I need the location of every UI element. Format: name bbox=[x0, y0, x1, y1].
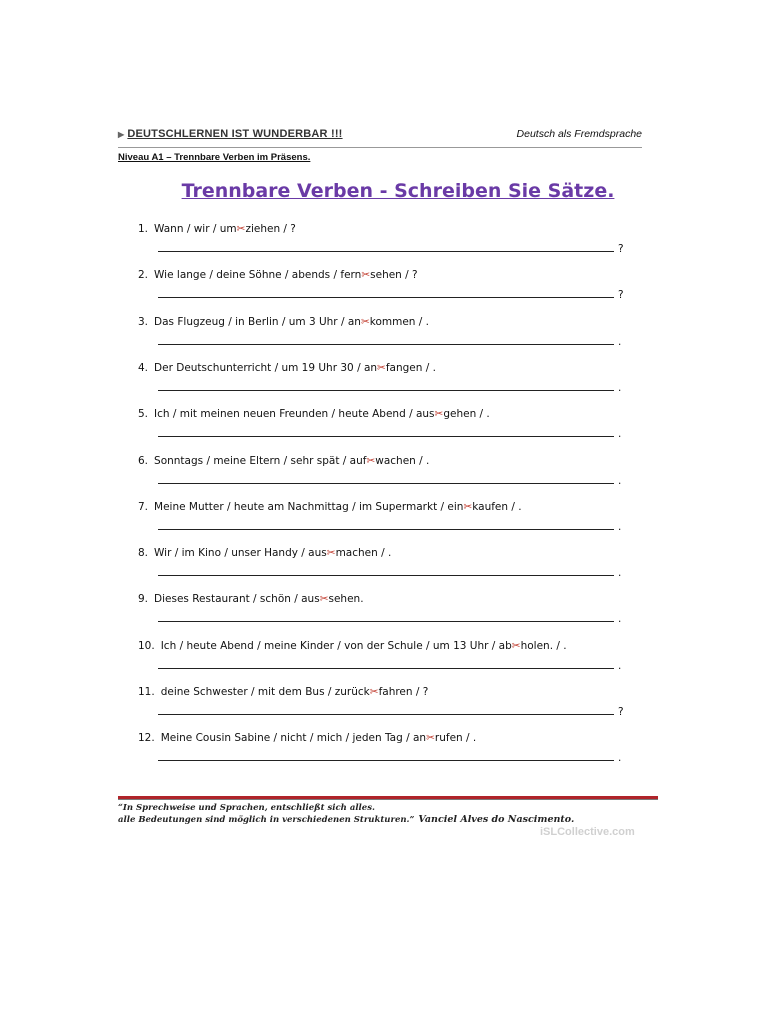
answer-line[interactable] bbox=[158, 344, 614, 345]
answer-line[interactable] bbox=[158, 621, 614, 622]
exercise-prompt bbox=[138, 223, 296, 235]
answer-line[interactable] bbox=[158, 575, 614, 576]
prompt-after-separator: sehen. bbox=[328, 593, 364, 606]
exercise-item bbox=[138, 362, 638, 408]
footer-divider bbox=[118, 796, 658, 800]
scissors-icon: ✂ bbox=[236, 223, 246, 235]
exercise-number: 4. bbox=[138, 361, 149, 374]
exercise-prompt bbox=[138, 316, 429, 328]
prompt-after-separator: holen. / . bbox=[520, 639, 567, 652]
quote-author: Vanciel Alves do Nascimento. bbox=[418, 814, 575, 825]
exercise-prompt bbox=[138, 640, 567, 652]
exercise-number: 11. bbox=[138, 686, 155, 698]
quote-line-2: alle Bedeutungen sind möglich in verschiedenen Strukturen.” bbox=[118, 815, 415, 825]
exercise-number: 1. bbox=[138, 223, 149, 235]
prompt-after-separator: rufen / . bbox=[434, 732, 477, 745]
triangle-right-icon: ▶ bbox=[118, 130, 125, 139]
footer-quote bbox=[118, 802, 574, 826]
prompt-after-separator: machen / . bbox=[335, 547, 392, 560]
exercise-prompt bbox=[138, 593, 364, 605]
scissors-icon: ✂ bbox=[326, 547, 336, 560]
exercise-item bbox=[138, 316, 638, 362]
scissors-icon: ✂ bbox=[361, 269, 371, 282]
end-punctuation: ? bbox=[618, 243, 624, 255]
end-punctuation: ? bbox=[618, 289, 624, 302]
exercise-prompt bbox=[138, 686, 428, 698]
level-subheader: Niveau A1 – Trennbare Verben im Präsens. bbox=[118, 152, 311, 163]
exercise-prompt bbox=[138, 501, 522, 513]
scissors-icon: ✂ bbox=[377, 361, 386, 374]
prompt-before-separator: Meine Cousin Sabine / nicht / mich / jeden Tag / an bbox=[160, 732, 427, 745]
prompt-after-separator: fahren / ? bbox=[378, 686, 429, 698]
exercise-number: 2. bbox=[138, 269, 149, 282]
prompt-after-separator: fangen / . bbox=[385, 361, 436, 374]
end-punctuation: ? bbox=[618, 706, 624, 718]
exercise-prompt bbox=[138, 362, 436, 374]
prompt-before-separator: Sonntags / meine Eltern / sehr spät / auf bbox=[154, 454, 367, 467]
exercise-number: 12. bbox=[138, 732, 155, 745]
prompt-before-separator: Wann / wir / um bbox=[154, 223, 237, 235]
exercise-item bbox=[138, 732, 638, 778]
end-punctuation: . bbox=[618, 613, 622, 626]
end-punctuation: . bbox=[618, 335, 622, 348]
answer-line[interactable] bbox=[158, 714, 614, 715]
exercise-number: 5. bbox=[138, 408, 149, 421]
end-punctuation: . bbox=[618, 659, 622, 672]
exercise-item bbox=[138, 593, 638, 639]
exercise-prompt bbox=[138, 269, 418, 281]
exercise-item bbox=[138, 501, 638, 547]
end-punctuation: . bbox=[618, 428, 622, 441]
header-brand bbox=[118, 128, 343, 140]
end-punctuation: . bbox=[618, 752, 622, 765]
answer-line[interactable] bbox=[158, 483, 614, 484]
exercise-number: 7. bbox=[138, 500, 149, 513]
exercise-item bbox=[138, 686, 638, 732]
scissors-icon: ✂ bbox=[360, 315, 370, 328]
answer-line[interactable] bbox=[158, 760, 614, 761]
prompt-before-separator: Wir / im Kino / unser Handy / aus bbox=[154, 547, 327, 560]
answer-line[interactable] bbox=[158, 668, 614, 669]
prompt-after-separator: ziehen / ? bbox=[245, 223, 296, 235]
prompt-before-separator: Meine Mutter / heute am Nachmittag / im Supermarkt / ein bbox=[154, 500, 464, 513]
prompt-before-separator: deine Schwester / mit dem Bus / zurück bbox=[160, 686, 370, 698]
prompt-before-separator: Dieses Restaurant / schön / aus bbox=[154, 593, 320, 606]
prompt-after-separator: kommen / . bbox=[369, 315, 430, 328]
scissors-icon: ✂ bbox=[434, 408, 444, 421]
exercise-number: 9. bbox=[138, 593, 149, 606]
answer-line[interactable] bbox=[158, 251, 614, 252]
exercise-number: 6. bbox=[138, 454, 149, 467]
end-punctuation: . bbox=[618, 567, 622, 580]
header-divider bbox=[118, 147, 642, 148]
exercise-prompt bbox=[138, 455, 429, 467]
scissors-icon: ✂ bbox=[511, 639, 521, 652]
end-punctuation: . bbox=[618, 474, 622, 487]
prompt-after-separator: gehen / . bbox=[443, 408, 490, 421]
prompt-after-separator: kaufen / . bbox=[472, 500, 522, 513]
exercise-item bbox=[138, 223, 638, 269]
exercise-prompt bbox=[138, 547, 391, 559]
prompt-before-separator: Das Flugzeug / in Berlin / um 3 Uhr / an bbox=[154, 315, 361, 328]
scissors-icon: ✂ bbox=[426, 732, 435, 745]
exercise-item bbox=[138, 269, 638, 315]
answer-line[interactable] bbox=[158, 529, 614, 530]
scissors-icon: ✂ bbox=[366, 454, 376, 467]
answer-line[interactable] bbox=[158, 390, 614, 391]
answer-line[interactable] bbox=[158, 297, 614, 298]
page-header bbox=[118, 126, 642, 144]
exercise-prompt bbox=[138, 732, 476, 744]
scissors-icon: ✂ bbox=[319, 593, 329, 606]
exercise-item bbox=[138, 640, 638, 686]
exercise-number: 10. bbox=[138, 639, 155, 652]
end-punctuation: . bbox=[618, 381, 622, 394]
exercise-number: 3. bbox=[138, 315, 149, 328]
scissors-icon: ✂ bbox=[463, 500, 473, 513]
header-brand-text: DEUTSCHLERNEN IST WUNDERBAR !!! bbox=[127, 128, 343, 140]
answer-line[interactable] bbox=[158, 436, 614, 437]
scissors-icon: ✂ bbox=[369, 686, 379, 698]
end-punctuation: . bbox=[618, 520, 622, 533]
prompt-after-separator: sehen / ? bbox=[370, 269, 418, 282]
prompt-before-separator: Der Deutschunterricht / um 19 Uhr 30 / an bbox=[154, 361, 378, 374]
prompt-before-separator: Ich / mit meinen neuen Freunden / heute Abend / aus bbox=[154, 408, 435, 421]
quote-line-1: “In Sprechweise und Sprachen, entschließt sich alles. bbox=[118, 803, 375, 813]
exercise-item bbox=[138, 547, 638, 593]
prompt-before-separator: Ich / heute Abend / meine Kinder / von der Schule / um 13 Uhr / ab bbox=[160, 639, 512, 652]
worksheet-title: Trennbare Verben - Schreiben Sie Sätze. bbox=[181, 180, 615, 202]
exercise-item bbox=[138, 455, 638, 501]
prompt-after-separator: wachen / . bbox=[375, 454, 430, 467]
header-subject: Deutsch als Fremdsprache bbox=[516, 128, 642, 140]
exercise-number: 8. bbox=[138, 547, 149, 560]
watermark: iSLCollective.com bbox=[540, 826, 635, 838]
exercise-prompt bbox=[138, 408, 490, 420]
exercise-item bbox=[138, 408, 638, 454]
prompt-before-separator: Wie lange / deine Söhne / abends / fern bbox=[154, 269, 362, 282]
